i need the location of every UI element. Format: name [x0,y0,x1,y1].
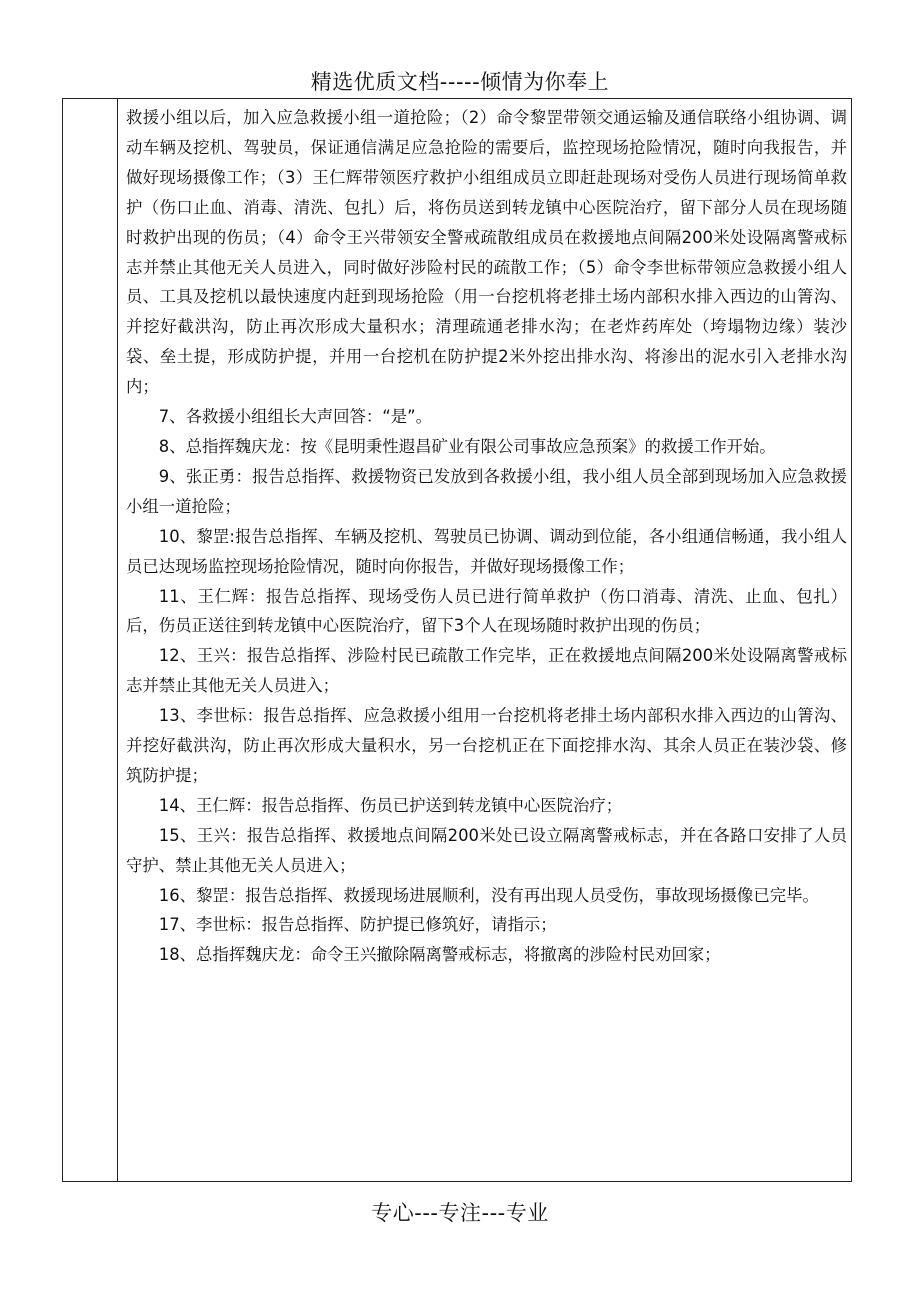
paragraph-7: 7、各救援小组组长大声回答：“是”。 [158,407,433,427]
paragraph-8: 8、总指挥魏庆龙：按《昆明秉性遐昌矿业有限公司事故应急预案》的救援工作开始。 [158,436,776,456]
paragraph-12: 12、王兴：报告总指挥、涉险村民已疏散工作完毕，正在救援地点间隔200米处设隔离警戒标志并禁止其他无关人员进入； [126,646,847,696]
paragraph-18: 18、总指挥魏庆龙：命令王兴撤除隔离警戒标志，将撤离的涉险村民劝回家； [158,945,721,965]
paragraph-10: 10、黎罡:报告总指挥、车辆及挖机、驾驶员已协调、调动到位能，各小组通信畅通，我小组人员已达现场监控现场抢险情况，随时向你报告，并做好现场摄像工作； [126,526,847,576]
paragraph-9: 9、张正勇：报告总指挥、救援物资已发放到各救援小组，我小组人员全部到现场加入应急救援小组一道抢险； [126,466,847,516]
page-footer: 专心---专注---专业 [371,1201,549,1225]
paragraph-14: 14、王仁辉：报告总指挥、伤员已护送到转龙镇中心医院治疗； [158,795,623,815]
page-header: 精选优质文档-----倾情为你奉上 [310,70,610,94]
paragraph-13: 13、李世标：报告总指挥、应急救援小组用一台挖机将老排土场内部积水排入西边的山箐沟、并挖好截洪沟，防止再次形成大量积水，另一台挖机正在下面挖排水沟、其余人员正在装沙袋、修筑防护提； [126,706,847,785]
table-content-cell [118,99,851,1181]
paragraph-continued: 救援小组以后，加入应急救援小组一道抢险；（2）命令黎罡带领交通运输及通信联络小组协调、调动车辆及挖机、驾驶员，保证通信满足应急抢险的需要后，监控现场抢险情况，随时向我报告，并做好现场摄像工作；（3）王仁辉带领医疗救护小组组成员立即赶赴现场对受伤人员进行现场简单救护（伤口止血、消毒、清洗、包扎）后，将伤员送到转龙镇中心医院治疗，留下部分人员在现场随时救护出现的伤员；（4）命令王兴带领安全警戒疏散组成员在救援地点间隔200米处设隔离警戒标志并禁止其他无关人员进入，同时做好涉险村民的疏散工作；（5）命令李世标带领应急救援小组人员、工具及挖机以最快速度内赶到现场抢险（用一台挖机将老排土场内部积水排入西边的山箐沟、并挖好截洪沟，防止再次形成大量积水；清理疏通老排水沟；在老炸药库处（垮塌物边缘）装沙袋、垒土提，形成防护提，并用一台挖机在防护提2米外挖出排水沟、将渗出的泥水引入老排水沟内； [126,108,847,397]
paragraph-11: 11、王仁辉：报告总指挥、现场受伤人员已进行简单救护（伤口消毒、清洗、止血、包扎）后，伤员正送往到转龙镇中心医院治疗，留下3个人在现场随时救护出现的伤员； [126,586,847,636]
paragraph-17: 17、李世标：报告总指挥、防护提已修筑好，请指示； [158,915,557,935]
paragraph-15: 15、王兴：报告总指挥、救援地点间隔200米处已设立隔离警戒标志，并在各路口安排了人员守护、禁止其他无关人员进入； [126,825,847,875]
table-left-cell [63,99,118,1181]
content-body [126,103,847,970]
paragraph-16: 16、黎罡：报告总指挥、救援现场进展顺利，没有再出现人员受伤，事故现场摄像已完毕。 [158,885,819,905]
document-table [62,98,852,1182]
